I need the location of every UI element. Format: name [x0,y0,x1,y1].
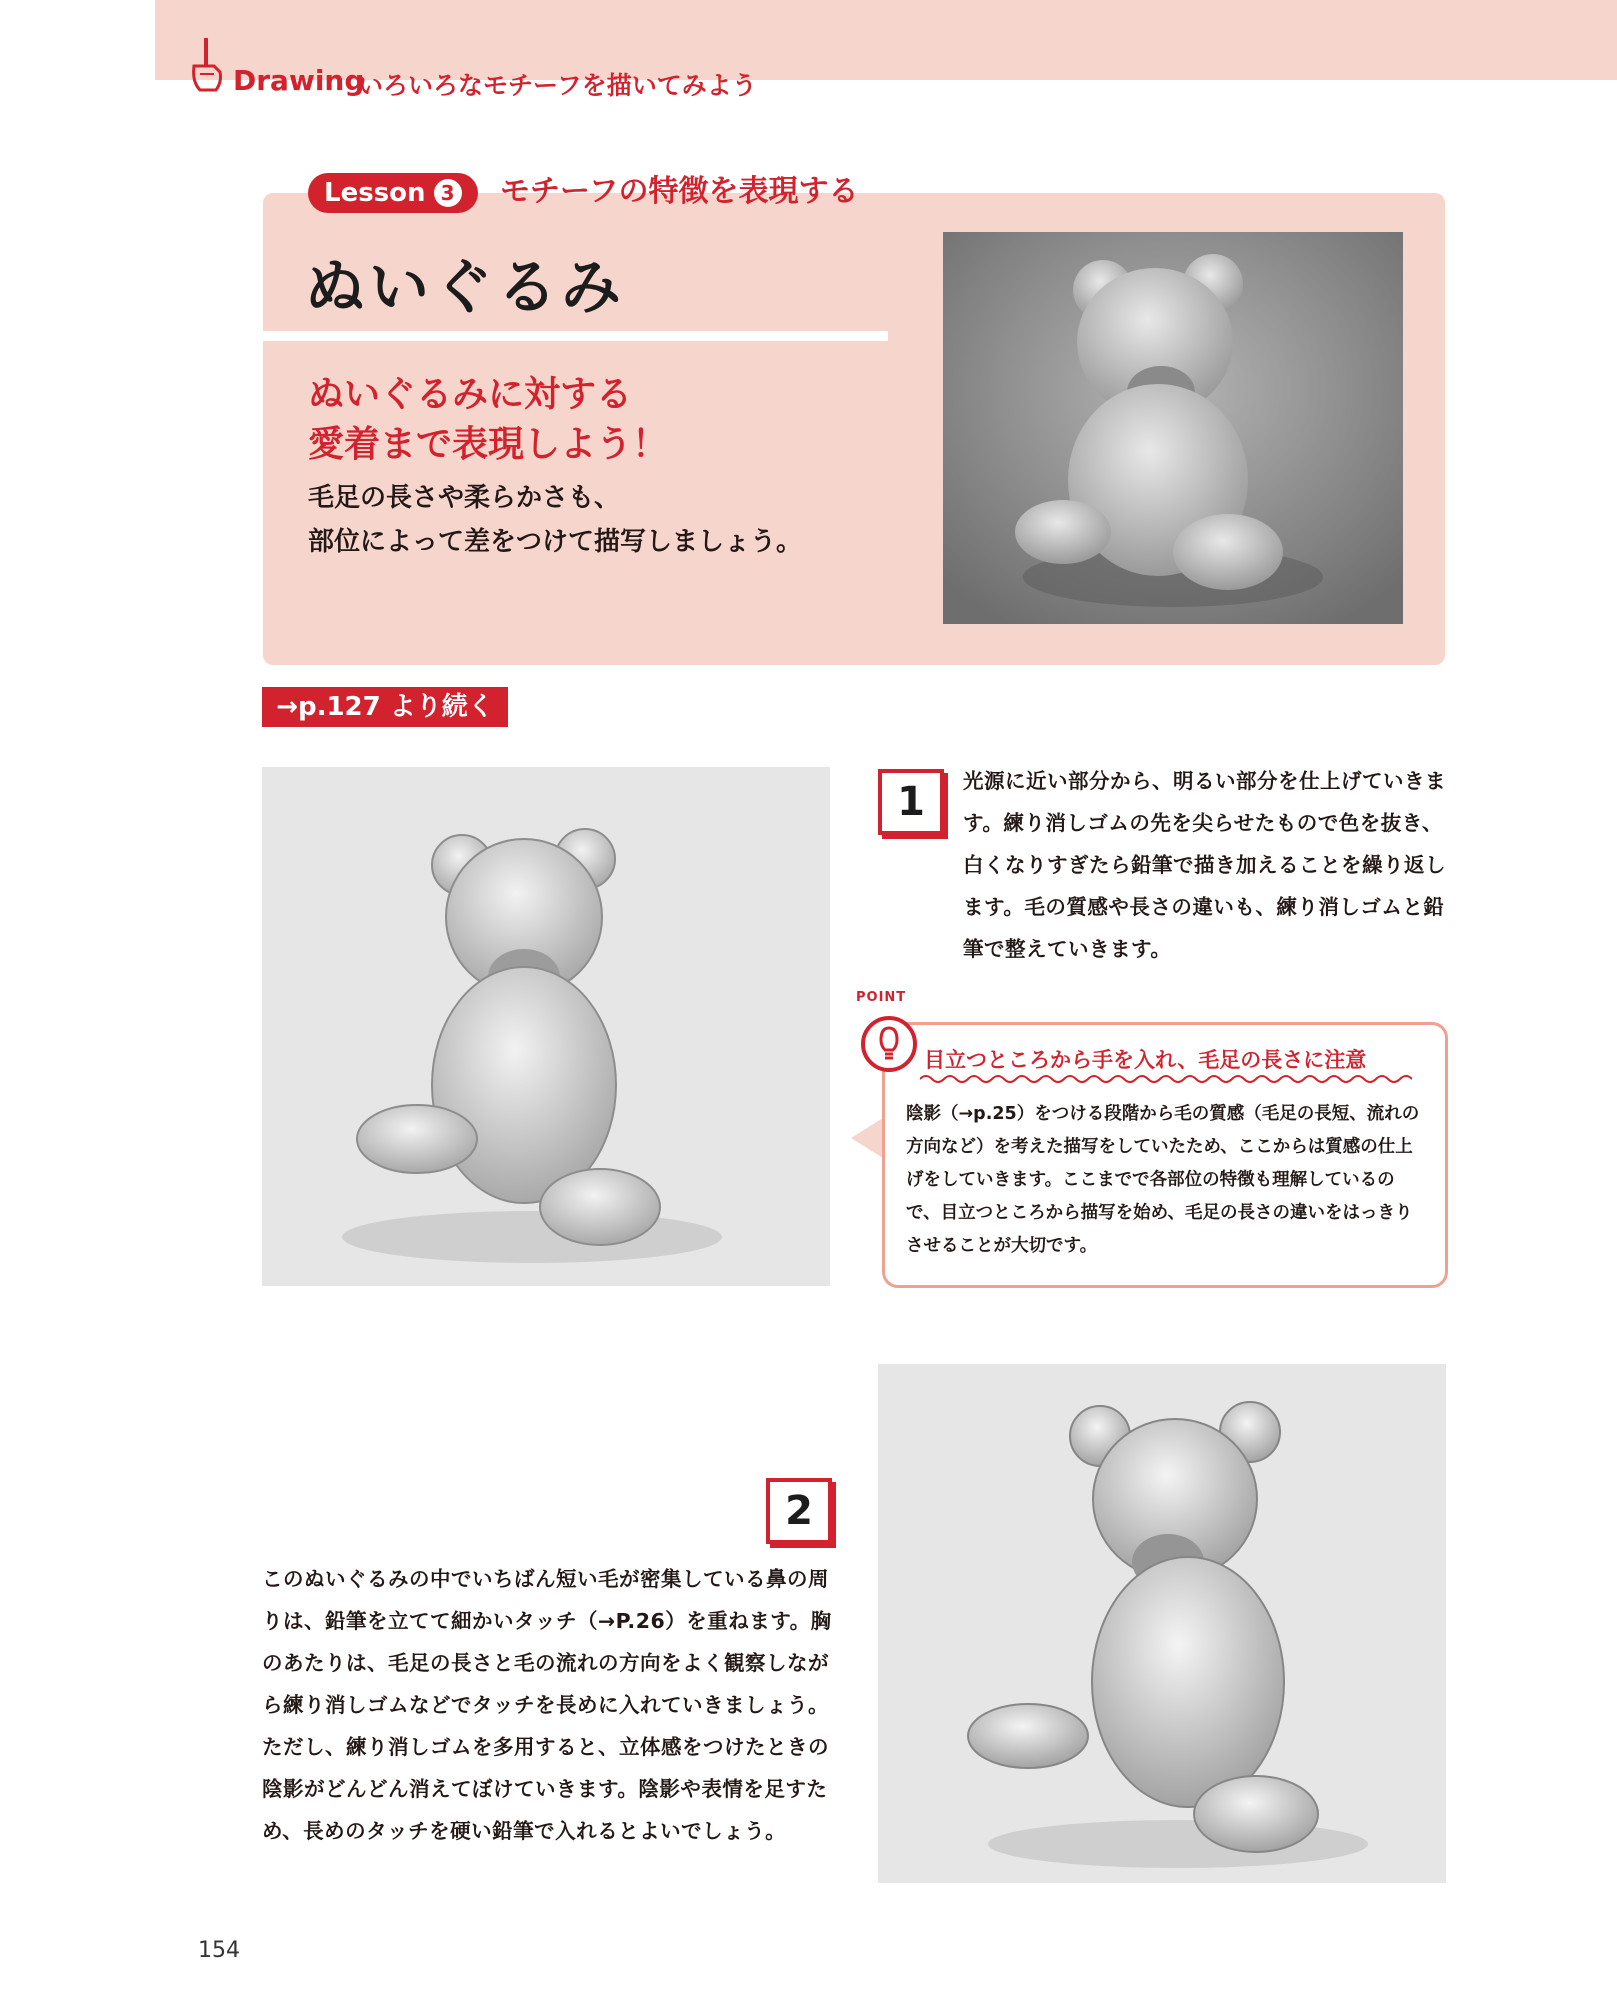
page-number: 154 [198,1938,240,1963]
page-title: ぬいぐるみ [305,253,625,323]
point-label: POINT [856,990,907,1005]
point-title-underline [920,1073,1412,1085]
point-body: 陰影（→p.25）をつける段階から毛の質感（毛足の長短、流れの方向など）を考えた描写をしていたため、ここからは質感の仕上げをしていきます。ここまでで各部位の特徴も理解しているので、目立つところから描写を始め、毛足の長さの違いをはっきりさせることが大切です。 [906,1104,1420,1256]
step2-pencil-drawing [878,1364,1446,1883]
section-subtitle: いろいろなモチーフを描いてみよう [358,71,757,100]
step1-number: 1 [878,769,944,835]
section-label: Drawing [233,64,365,97]
tagline-line: ぬいぐるみに対する [308,374,633,415]
intro-line: 部位によって差をつけて描写しましょう。 [308,527,803,557]
step2-text: このぬいぐるみの中でいちばん短い毛が密集している鼻の周りは、鉛筆を立てて細かいタッチ（→P.26）を重ねます。胸のあたりは、毛足の長さと毛の流れの方向をよく観察しながら練り消しゴムなどでタッチを長めに入れていきましょう。ただし、練り消しゴムを多用すると、立体感をつけたときの陰影がどんどん消えてぼけていきます。陰影や表情を足すため、長めのタッチを硬い鉛筆で入れるとよいでしょう。 [262,1567,832,1843]
intro-line: 毛足の長さや柔らかさも、 [308,483,621,513]
point-pointer [851,1118,883,1158]
intro-text [308,476,802,564]
lesson-badge-number: 3 [434,179,462,207]
lesson-badge [308,173,478,213]
title-divider [263,331,888,341]
step2-number: 2 [766,1478,832,1544]
lesson-badge-label: Lesson [324,178,426,208]
point-title: 目立つところから手を入れ、毛足の長さに注意 [924,1048,1367,1072]
step1-text: 光源に近い部分から、明るい部分を仕上げていきます。練り消しゴムの先を尖らせたもので色を抜き、白くなりすぎたら鉛筆で描き加えることを繰り返します。毛の質感や長さの違いも、練り消しゴムと鉛筆で整えていきます。 [963,769,1446,961]
step1-pencil-drawing [262,767,830,1286]
continued-badge: →p.127 より続く [262,687,508,727]
pencil-hand-icon [186,36,232,96]
tagline-line: 愛着まで表現しよう！ [308,424,669,465]
tagline [308,370,668,470]
teddy-bear-photo [943,232,1403,624]
lesson-subtitle: モチーフの特徴を表現する [500,174,859,209]
